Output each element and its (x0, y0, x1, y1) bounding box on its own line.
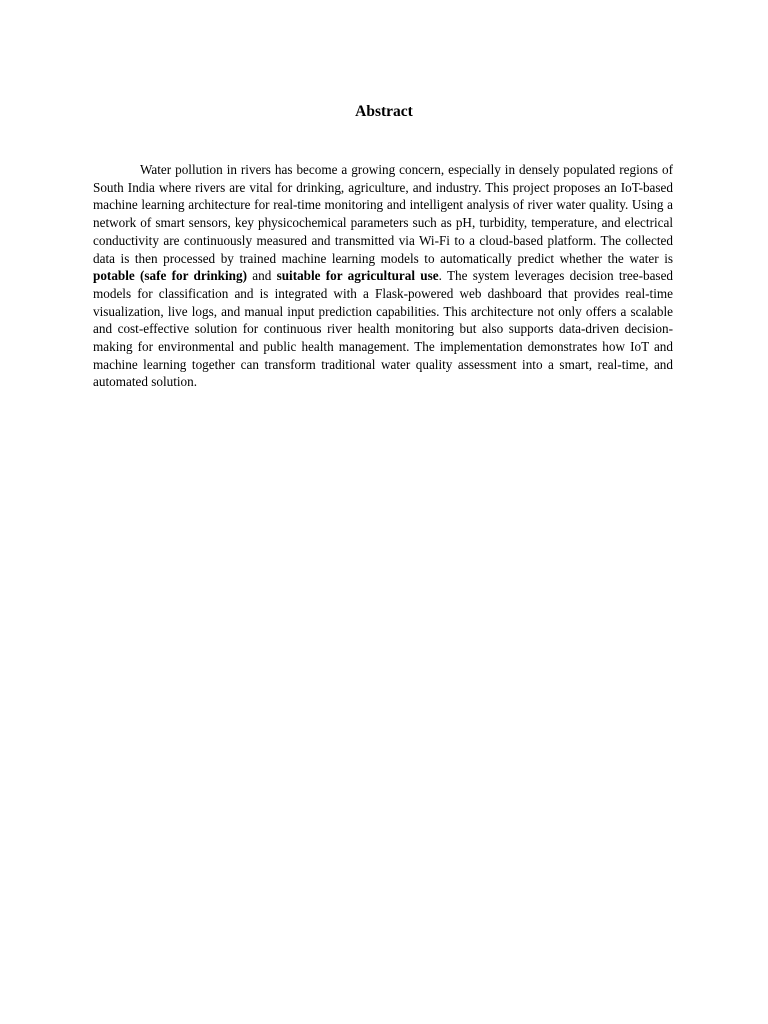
paragraph-text-1: Water pollution in rivers has become a growing concern, especially in densely populated regions of South India where rivers are vital for drinking, agriculture, and industry. This project proposes an IoT-based machine learning architecture for real-time monitoring and intelligent analysis of river water quality. Using a network of smart sensors, key physicochemical parameters such as pH, turbidity, temperature, and electrical conductivity are continuously measured and transmitted via Wi-Fi to a cloud-based platform. The collected data is then processed by trained machine learning models to automatically predict whether the water is (93, 162, 673, 266)
bold-phrase-potable: potable (safe for drinking) (93, 268, 247, 284)
paragraph-text-3: . The system leverages decision tree-based models for classification and is integrated with a Flask-powered web dashboard that provides real-time visualization, live logs, and manual input prediction capabilities. This architecture not only offers a scalable and cost-effective solution for continuous river health monitoring but also supports data-driven decision-making for environmental and public health management. The implementation demonstrates how IoT and machine learning together can transform traditional water quality assessment into a smart, real-time, and automated solution. (93, 268, 674, 390)
abstract-paragraph (93, 161, 673, 391)
abstract-title: Abstract (355, 103, 413, 120)
paragraph-text-2: and (247, 268, 277, 284)
bold-phrase-agricultural: suitable for agricultural use (276, 268, 439, 284)
